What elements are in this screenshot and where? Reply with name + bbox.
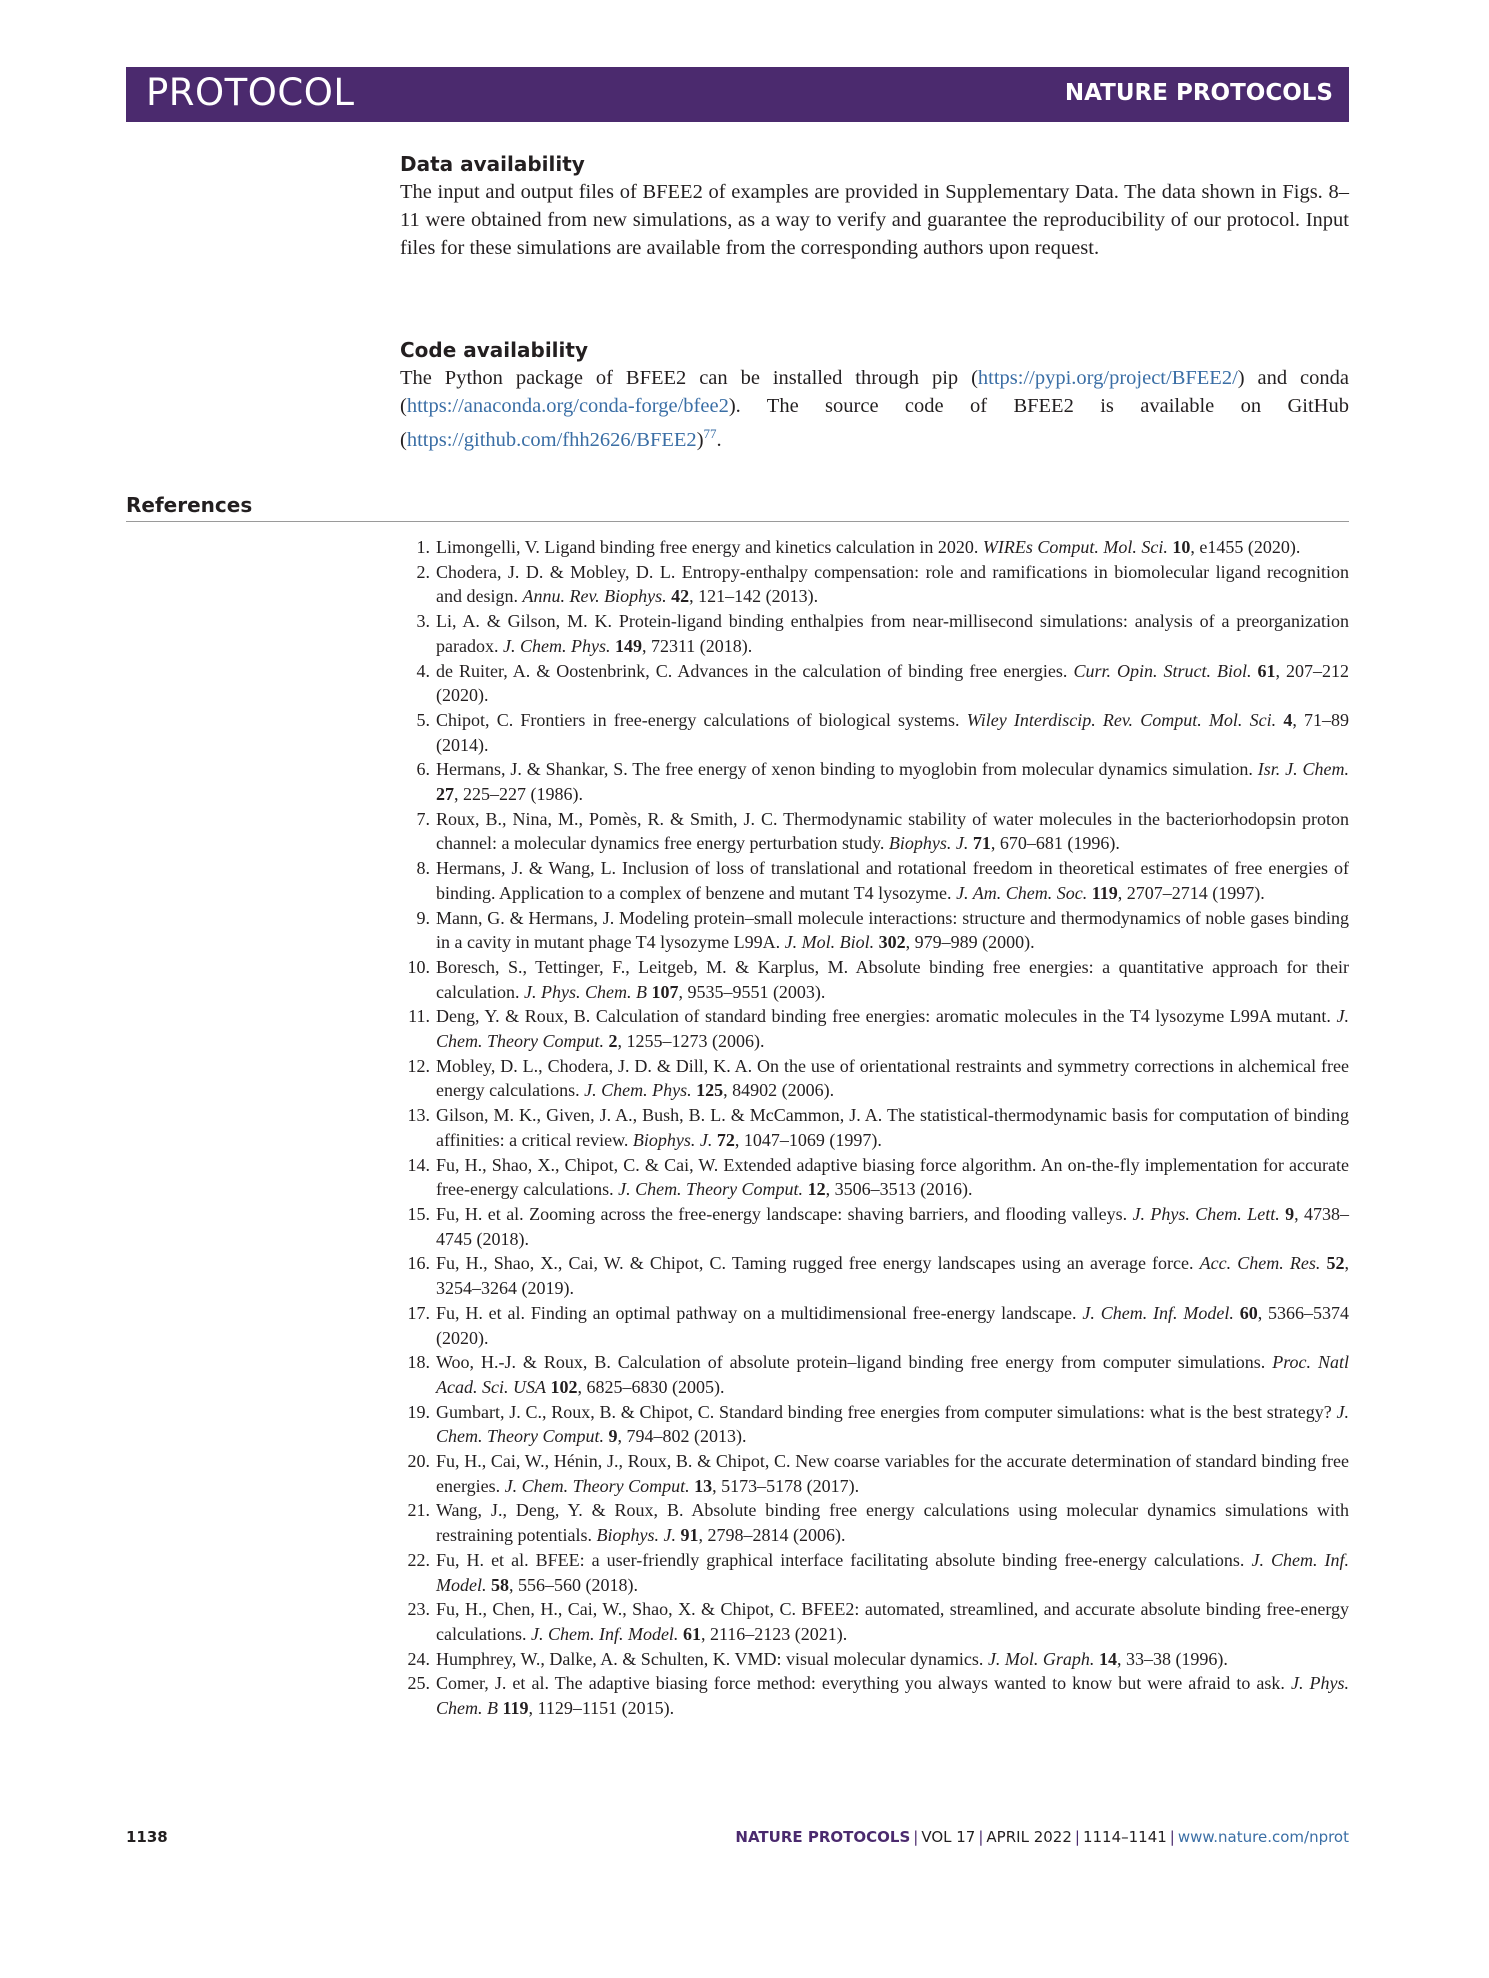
reference-text: Fu, H., Shao, X., Chipot, C. & Cai, W. Extended adaptive biasing force algorithm. An on-the-fly implementation for accurate free-energy calculations. [436,1154,1349,1200]
data-availability-text: The input and output files of BFEE2 of examples are provided in Supplementary Data. The data shown in Figs. 8–11 were obtained from new simulations, as a way to verify and guarantee the reproducibility of our protocol. Input files for these simulations are available from the corresponding authors upon request. [400,181,1349,259]
reference-text: Hermans, J. & Wang, L. Inclusion of loss of translational and rotational freedom in theoretical estimates of free energies of binding. Application to a complex of benzene and mutant T4 lysozyme. [436,858,1349,903]
reference-number: 8. [416,858,430,879]
reference-number: 19. [407,1401,430,1422]
pypi-link[interactable]: https://pypi.org/project/BFEE2/ [977,367,1238,389]
reference-journal: J. Phys. Chem. Lett. [1132,1203,1280,1224]
reference-pages: , 3254–3264 (2019). [436,1253,1349,1299]
reference-number: 22. [407,1549,430,1570]
reference-item [400,1301,1349,1350]
github-link[interactable]: https://github.com/fhh2626/BFEE2 [406,428,697,451]
reference-journal: Isr. J. Chem. [1257,759,1349,780]
code-availability-section [400,336,1349,454]
reference-volume: 42 [671,586,690,607]
header-banner [126,67,1349,122]
reference-item [400,1449,1349,1498]
reference-text: Fu, H., Cai, W., Hénin, J., Roux, B. & Chipot, C. New coarse variables for the accurate determination of standard binding free energies. [436,1451,1349,1496]
reference-volume: 119 [502,1698,529,1719]
reference-number: 12. [407,1055,430,1076]
reference-pages: , 121–142 (2013). [689,586,819,607]
reference-volume: 71 [972,833,991,854]
reference-volume: 102 [550,1376,578,1397]
reference-pages: , 225–227 (1986). [454,784,583,805]
reference-journal: Wiley Interdiscip. Rev. Comput. Mol. Sci. [966,709,1277,730]
reference-item [400,659,1349,708]
reference-text: Gumbart, J. C., Roux, B. & Chipot, C. Standard binding free energies from computer simulations: what is the best strategy? [436,1401,1337,1422]
reference-journal: Biophys. J. [632,1129,713,1150]
reference-item [400,1054,1349,1103]
reference-volume: 4 [1283,709,1293,730]
reference-journal: WIREs Comput. Mol. Sci. [982,537,1168,557]
reference-pages: , 4738–4745 (2018). [436,1203,1350,1249]
reference-pages: , 72311 (2018). [641,635,753,656]
reference-text: Boresch, S., Tettinger, F., Leitgeb, M. & Karplus, M. Absolute binding free energies: a quantitative approach for their calculation. [436,956,1349,1002]
reference-pages: , 979–989 (2000). [905,932,1035,953]
reference-item [400,1671,1349,1720]
reference-pages: , 5366–5374 (2020). [436,1302,1350,1348]
reference-text: de Ruiter, A. & Oostenbrink, C. Advances in the calculation of binding free energies. [436,660,1074,681]
reference-journal: Curr. Opin. Struct. Biol. [1073,660,1252,681]
reference-item [400,1004,1349,1053]
reference-item [400,955,1349,1004]
reference-number: 2. [416,561,430,582]
reference-text: Comer, J. et al. The adaptive biasing force method: everything you always wanted to know but were afraid to ask. [436,1673,1291,1694]
reference-journal: Proc. Natl Acad. Sci. USA [436,1352,1349,1397]
reference-pages: , 2116–2123 (2021). [700,1623,848,1644]
reference-pages: , 6825–6830 (2005). [577,1376,725,1397]
reference-volume: 14 [1098,1648,1117,1669]
reference-text: Humphrey, W., Dalke, A. & Schulten, K. VMD: visual molecular dynamics. [436,1648,988,1669]
reference-number: 17. [407,1302,430,1323]
reference-pages: , 2707–2714 (1997). [1117,882,1265,903]
reference-pages: , 5173–5178 (2017). [712,1475,860,1496]
reference-item [400,906,1349,955]
reference-number: 14. [407,1154,430,1175]
reference-text: Woo, H.-J. & Roux, B. Calculation of absolute protein–ligand binding free energy from computer simulations. [436,1352,1273,1373]
reference-volume: 61 [1257,660,1276,681]
reference-journal: Acc. Chem. Res. [1199,1253,1321,1274]
reference-pages: , 556–560 (2018). [508,1574,638,1595]
reference-volume: 72 [716,1129,735,1150]
reference-number: 6. [416,759,430,780]
reference-number: 9. [416,907,430,928]
reference-pages: , 1047–1069 (1997). [734,1129,882,1150]
reference-volume: 125 [696,1080,724,1101]
reference-journal: J. Chem. Theory Comput. [436,1006,1349,1052]
reference-item [400,609,1349,658]
reference-item [400,1597,1349,1646]
conda-link[interactable]: https://anaconda.org/conda-forge/bfee2 [406,395,729,417]
reference-item [400,708,1349,757]
reference-volume: 12 [807,1179,826,1200]
reference-journal: J. Chem. Theory Comput. [436,1401,1349,1447]
reference-text: Limongelli, V. Ligand binding free energy and kinetics calculation in 2020. [436,537,983,557]
citation-superscript[interactable]: 77 [703,426,717,441]
reference-item [400,807,1349,856]
reference-text: Li, A. & Gilson, M. K. Protein-ligand binding enthalpies from near-millisecond simulations: analysis of a preorganization paradox. [436,611,1349,656]
reference-number: 4. [416,660,430,681]
reference-number: 3. [416,611,430,632]
reference-text: Hermans, J. & Shankar, S. The free energy of xenon binding to myoglobin from molecular dynamics simulation. [436,759,1258,780]
references-list [400,535,1349,1721]
reference-number: 1. [416,537,430,557]
reference-item [400,1103,1349,1152]
reference-volume: 52 [1326,1253,1345,1274]
reference-volume: 13 [694,1475,713,1496]
reference-volume: 9 [1285,1203,1295,1224]
reference-volume: 9 [608,1426,618,1447]
reference-number: 7. [416,808,430,829]
reference-journal: J. Chem. Inf. Model. [530,1623,679,1644]
reference-number: 15. [407,1203,430,1224]
reference-journal: J. Phys. Chem. B [436,1673,1349,1719]
reference-text: Chipot, C. Frontiers in free-energy calculations of biological systems. [436,709,967,730]
reference-journal: J. Chem. Phys. [502,635,611,656]
reference-journal: J. Mol. Graph. [987,1648,1095,1669]
reference-text: Gilson, M. K., Given, J. A., Bush, B. L. & McCammon, J. A. The statistical-thermodynamic basis for computation of binding affinities: a critical review. [436,1105,1349,1150]
code-availability-text: The Python package of BFEE2 can be installed through pip (https://pypi.org/project/BFEE2/) and conda (https://anaconda.org/conda-forge/bfee2). The source code of BFEE2 is available on GitHub (https://github.com/fhh2626/BFEE2)$^{77}$. [400,367,1349,451]
reference-volume: 27 [436,784,454,805]
reference-text: Fu, H. et al. Zooming across the free-energy landscape: shaving barriers, and flooding valleys. [436,1203,1133,1224]
reference-number: 16. [407,1253,430,1274]
reference-journal: J. Chem. Phys. [584,1080,692,1101]
reference-volume: 107 [651,981,679,1002]
data-availability-heading: Data availability [400,152,585,176]
footer-journal: NATURE PROTOCOLS [735,1828,911,1846]
reference-text: Wang, J., Deng, Y. & Roux, B. Absolute binding free energy calculations using molecular dynamics simulations with restraining potentials. [436,1500,1349,1546]
reference-volume: 60 [1239,1302,1258,1323]
reference-number: 21. [407,1500,430,1521]
reference-pages: , 1129–1151 (2015). [528,1698,675,1719]
reference-number: 20. [407,1451,430,1472]
reference-text: Fu, H. et al. Finding an optimal pathway on a multidimensional free-energy landscape. [436,1302,1083,1323]
footer-citation: NATURE PROTOCOLS | VOL 17 | APRIL 2022 | 1114–1141 | www.nature.com/nprot [735,1828,1349,1846]
reference-number: 23. [407,1599,430,1620]
reference-item [400,560,1349,609]
reference-journal: J. Chem. Inf. Model. [1082,1302,1234,1323]
reference-number: 10. [407,956,430,977]
reference-pages: , 207–212 (2020). [436,660,1350,706]
reference-text: Mann, G. & Hermans, J. Modeling protein–small molecule interactions: structure and thermodynamics of noble gases binding in a cavity in mutant phage T4 lysozyme L99A. [436,907,1349,953]
reference-item [400,757,1349,806]
reference-volume: 302 [878,932,906,953]
reference-item [400,1350,1349,1399]
reference-item [400,1202,1349,1251]
reference-journal: J. Chem. Inf. Model. [436,1549,1349,1595]
references-heading: References [126,493,253,517]
reference-number: 24. [407,1648,430,1669]
reference-text: Chodera, J. D. & Mobley, D. L. Entropy-enthalpy compensation: role and ramifications in biomolecular ligand recognition and design. [436,561,1349,607]
section-label: PROTOCOL [146,71,355,114]
reference-volume: 58 [490,1574,509,1595]
reference-text: Roux, B., Nina, M., Pomès, R. & Smith, J. C. Thermodynamic stability of water molecules in the bacteriorhodopsin proton channel: a molecular dynamics free energy perturbation study. [436,808,1349,854]
reference-volume: 10 [1172,537,1191,557]
reference-number: 13. [407,1105,430,1126]
reference-text: Fu, H. et al. BFEE: a user-friendly graphical interface facilitating absolute binding free-energy calculations. [436,1549,1252,1570]
reference-pages: , 1255–1273 (2006). [617,1031,765,1052]
data-availability-section [400,150,1349,262]
reference-volume: 61 [682,1623,701,1644]
reference-journal: J. Mol. Biol. [784,932,875,953]
reference-volume: 149 [614,635,642,656]
reference-pages: , 71–89 (2014). [436,709,1349,755]
reference-journal: J. Chem. Theory Comput. [504,1475,690,1496]
reference-number: 18. [407,1352,430,1373]
reference-journal: Biophys. J. [888,833,969,854]
reference-pages: , e1455 (2020). [1190,537,1301,557]
reference-volume: 91 [680,1525,699,1546]
code-availability-heading: Code availability [400,338,588,362]
reference-volume: 119 [1091,882,1118,903]
reference-text: Deng, Y. & Roux, B. Calculation of standard binding free energies: aromatic molecules in the T4 lysozyme L99A mutant. [436,1006,1337,1027]
reference-text: Fu, H., Chen, H., Cai, W., Shao, X. & Chipot, C. BFEE2: automated, streamlined, and accurate absolute binding free-energy calculations. [436,1599,1349,1644]
reference-pages: , 9535–9551 (2003). [678,981,826,1002]
reference-text: Fu, H., Shao, X., Cai, W. & Chipot, C. Taming rugged free energy landscapes using an average force. [436,1253,1200,1274]
reference-pages: , 794–802 (2013). [617,1426,747,1447]
footer-url[interactable]: www.nature.com/nprot [1177,1828,1349,1846]
reference-pages: , 84902 (2006). [723,1080,835,1101]
reference-number: 25. [407,1673,430,1694]
page-number: 1138 [126,1828,168,1846]
reference-item [400,1153,1349,1202]
references-divider [126,521,1349,522]
reference-pages: , 33–38 (1996). [1116,1648,1228,1669]
reference-item [400,1400,1349,1449]
reference-item [400,1498,1349,1547]
footer-volume: VOL 17 [921,1828,976,1846]
reference-item [400,535,1349,560]
reference-item [400,1647,1349,1672]
reference-journal: Biophys. J. [596,1525,676,1546]
reference-pages: , 2798–2814 (2006). [698,1525,846,1546]
reference-journal: J. Chem. Theory Comput. [618,1179,804,1200]
reference-number: 5. [416,709,430,730]
reference-volume: 2 [608,1031,618,1052]
journal-name: NATURE PROTOCOLS [1064,80,1333,106]
reference-pages: , 670–681 (1996). [990,833,1120,854]
reference-journal: J. Phys. Chem. B [523,981,647,1002]
reference-journal: Annu. Rev. Biophys. [522,586,667,607]
reference-text: Mobley, D. L., Chodera, J. D. & Dill, K. A. On the use of orientational restraints and symmetry corrections in alchemical free energy calculations. [436,1055,1349,1101]
reference-item [400,1251,1349,1300]
reference-journal: J. Am. Chem. Soc. [956,882,1088,903]
reference-pages: , 3506–3513 (2016). [825,1179,973,1200]
reference-item [400,856,1349,905]
footer-date: APRIL 2022 [986,1828,1072,1846]
reference-number: 11. [408,1006,430,1027]
reference-item [400,1548,1349,1597]
footer-pages: 1114–1141 [1082,1828,1167,1846]
